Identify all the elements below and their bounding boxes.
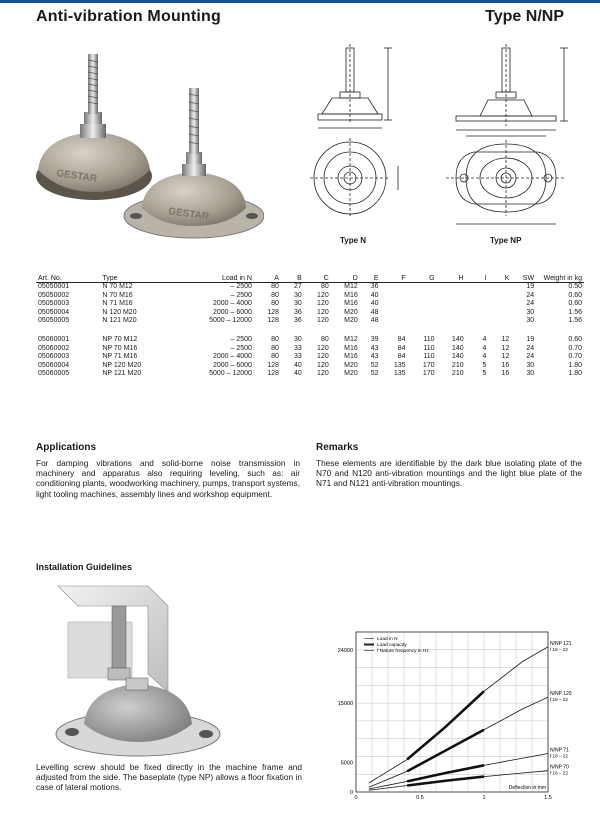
table-cell: 52 [370,361,379,369]
table-cell: 120 [317,300,329,308]
table-cell: M20 [344,370,358,378]
table-cell [408,309,437,318]
table-cell: NP 70 M12 [102,335,138,343]
table-cell: 19 [526,283,535,290]
table-cell: 16 [501,370,510,378]
x-tick-label: 0.5 [416,795,424,801]
table-cell [488,292,511,301]
table-cell: 84 [397,344,406,352]
y-tick-label: 5000 [340,760,353,767]
table-cell: 0.70 [568,344,582,352]
header-rule [0,0,600,3]
col-load: Load in N [179,258,254,283]
y-tick-label: 24000 [337,647,353,654]
table-cell: 0.50 [568,283,582,290]
col-h: H [437,258,466,283]
table-cell [408,283,437,292]
table-cell: 1.56 [568,308,582,316]
table-cell [488,283,511,292]
table-cell: 80 [271,283,279,290]
svg-text:GESTAR: GESTAR [167,206,210,223]
col-sw: SW [511,258,536,283]
table-cell: 4 [482,344,487,352]
table-header-row [36,258,584,283]
table-cell: NP 120 M20 [102,361,142,369]
table-cell: 33 [293,344,302,352]
col-e: E [360,258,381,283]
table-cell: M12 [344,283,358,290]
table-cell [466,317,489,326]
installation-illustration [38,582,260,762]
col-type: Type [100,258,179,283]
table-cell: – 2500 [230,335,252,343]
table-cell: N 121 M20 [102,317,137,325]
col-k: K [488,258,511,283]
type-n-top-view [310,138,398,218]
table-cell: 40 [370,300,379,308]
table-cell: 33 [293,353,302,361]
table-cell: N 71 M16 [102,300,133,308]
technical-drawings [296,44,596,252]
table-cell: 5 [482,361,487,369]
page-type: Type N/NP [485,8,564,25]
table-cell: 128 [267,370,279,378]
series-label: N/NP 71 [550,747,569,754]
page-title: Anti-vibration Mounting [36,8,222,25]
table-cell: M12 [344,335,358,343]
col-a: A [254,258,281,283]
col-art-no: Art. No. [36,258,100,283]
table-cell: 30 [526,361,535,369]
table-cell: 0.70 [568,353,582,361]
table-cell: 80 [271,291,279,299]
table-cell: 1.80 [568,361,582,369]
table-cell: 120 [317,344,329,352]
table-cell: 110 [423,335,435,343]
legend-entry: Load in N [377,637,398,642]
table-cell: 128 [267,317,279,325]
table-cell: 43 [370,344,379,352]
legend-entry: f Nature frequency in Hz [377,649,429,654]
table-cell [437,292,466,301]
table-cell: 120 [317,353,329,361]
table-cell: – 2500 [230,283,252,290]
table-row [36,309,584,318]
table-cell: M16 [344,353,358,361]
table-cell: 05060003 [38,353,70,361]
table-cell: 1.80 [568,370,582,378]
table-cell [408,292,437,301]
table-cell: 05060005 [38,370,70,378]
table-cell [488,309,511,318]
table-cell: 05050001 [38,283,70,290]
table-cell: 30 [293,335,302,343]
table-cell [466,300,489,309]
y-tick-label: 0 [349,790,353,796]
table-cell [381,317,408,326]
gap-cell [36,326,584,336]
table-cell [437,300,466,309]
type-np-top-view [446,140,566,224]
table-cell: 12 [501,335,510,343]
table-cell: 05050005 [38,317,70,325]
table-cell: 2000 – 6000 [213,361,252,369]
table-cell: 128 [267,308,279,316]
table-cell: 110 [423,353,435,361]
table-cell: 24 [526,344,535,352]
table-cell: NP 121 M20 [102,370,142,378]
table-cell: 30 [293,291,302,299]
table-row [36,345,584,354]
series-sublabel: f 18 – 22 [550,646,568,652]
series-label: N/NP 120 [550,691,572,698]
table-cell: 80 [271,353,279,361]
table-cell: 140 [451,344,464,352]
table-cell [466,309,489,318]
table-cell: 5000 – 12000 [209,370,252,378]
table-row [36,283,584,292]
table-cell: 170 [422,370,435,378]
table-cell: 30 [293,300,302,308]
applications-heading: Applications [36,442,97,453]
col-c: C [304,258,331,283]
table-cell: 24 [526,300,535,308]
table-cell: NP 70 M16 [102,344,138,352]
table-cell: – 2500 [230,291,252,299]
table-cell: 120 [317,308,329,316]
table-cell: M16 [344,344,358,352]
table-row [36,317,584,326]
table-cell: 4 [482,335,487,343]
table-cell: 80 [271,344,279,352]
table-cell: 120 [317,370,329,378]
series-sublabel: f 18 – 22 [550,770,568,776]
table-cell: 170 [422,361,435,369]
table-cell: 36 [293,317,302,325]
table-cell: M20 [344,308,358,316]
table-cell: 80 [271,335,279,343]
table-cell [381,300,408,309]
col-weight: Weight in kg [536,258,584,283]
col-b: B [281,258,304,283]
table-cell: 2000 – 4000 [213,353,252,361]
caption-type-np: Type NP [490,236,522,245]
table-cell: 12 [501,344,510,352]
table-cell: 80 [271,300,279,308]
table-cell: N 120 M20 [102,308,137,316]
table-cell: 30 [526,370,535,378]
table-cell: 210 [451,361,464,369]
table-cell [466,283,489,292]
remarks-heading: Remarks [316,442,359,453]
table-cell: 12 [501,353,510,361]
table-cell: 05060004 [38,361,70,369]
table-cell: 5000 – 12000 [209,317,252,325]
table-row [36,292,584,301]
x-axis-label: Deflection in mm [508,785,546,791]
table-cell: 2000 – 4000 [213,300,252,308]
caption-type-n: Type N [340,236,367,245]
table-cell: 05050002 [38,291,70,299]
table-cell: M20 [344,317,358,325]
table-row [36,353,584,362]
series-label: N/NP 121 [550,640,572,647]
y-tick-label: 15000 [337,701,353,708]
col-g: G [408,258,437,283]
table-cell: 84 [397,335,406,343]
table-cell: 1.56 [568,317,582,325]
table-cell: 0.60 [568,291,582,299]
col-f: F [381,258,408,283]
table-cell: 52 [370,370,379,378]
table-cell: N 70 M16 [102,291,133,299]
x-tick-label: 0 [354,795,358,801]
table-cell: 48 [370,317,379,325]
svg-text:GESTAR: GESTAR [55,168,98,185]
table-cell: 27 [293,283,302,290]
table-cell: 2000 – 6000 [213,308,252,316]
table-cell: 05050004 [38,308,70,316]
table-cell [381,309,408,318]
table-cell: 19 [526,335,535,343]
table-cell: M16 [344,291,358,299]
table-cell: 4 [482,353,487,361]
table-cell: 110 [423,344,435,352]
table-cell: M20 [344,361,358,369]
table-cell: 0.60 [568,300,582,308]
table-cell: 24 [526,291,535,299]
table-cell: 43 [370,353,379,361]
table-cell: 140 [451,335,464,343]
col-d: D [331,258,360,283]
table-cell: 16 [501,361,510,369]
table-cell: 135 [393,370,406,378]
table-cell: 48 [370,308,379,316]
table-cell [437,283,466,292]
table-cell: 80 [320,335,329,343]
table-cell: – 2500 [230,344,252,352]
table-group-gap [36,326,584,336]
table-cell: 40 [293,370,302,378]
table-cell: 24 [526,353,535,361]
table-cell: 40 [293,361,302,369]
table-cell: 80 [320,283,329,290]
table-cell [488,317,511,326]
series-label: N/NP 70 [550,764,569,771]
x-tick-label: 1.5 [544,795,552,801]
table-cell: 30 [526,308,535,316]
col-i: I [466,258,489,283]
type-np-side-view [456,44,568,136]
table-cell: 36 [293,308,302,316]
installation-heading: Installation Guidelines [36,562,133,572]
table-row [36,370,584,379]
table-cell [437,309,466,318]
series-sublabel: f 18 – 22 [550,753,568,759]
table-cell: 140 [451,353,464,361]
table-cell [381,292,408,301]
table-cell: 40 [370,291,379,299]
x-tick-label: 1 [482,795,486,801]
product-photo [32,48,264,248]
table-cell [488,300,511,309]
table-cell: 36 [370,283,379,290]
table-cell: 0.60 [568,335,582,343]
table-cell: N 70 M12 [102,283,133,290]
legend-entry: Load capacity [377,643,407,648]
installation-text: Levelling screw should be fixed directly in the machine frame and adjusted from the side. The baseplate (type NP) allows a floor fixation in case of lateral motions. [36,762,302,793]
table-cell [466,292,489,301]
table-cell [408,317,437,326]
table-cell: 5 [482,370,487,378]
table-cell: 30 [526,317,535,325]
table-cell: 05060002 [38,344,70,352]
table-cell [437,317,466,326]
remarks-text: These elements are identifiable by the dark blue isolating plate of the N70 and N120 anti-vibration mountings and the light blue plate of the N71 and N121 anti-vibration mountings. [316,458,582,489]
table-cell: 05060001 [38,335,70,343]
table-row [36,362,584,371]
table-cell: 120 [317,361,329,369]
table-cell: M16 [344,300,358,308]
series-sublabel: f 18 – 22 [550,697,568,703]
table-cell: NP 71 M16 [102,353,138,361]
table-cell: 84 [397,353,406,361]
table-cell: 135 [393,361,406,369]
table-cell [408,300,437,309]
table-cell: 120 [317,317,329,325]
table-cell: 39 [370,335,379,343]
table-cell: 128 [267,361,279,369]
table-row [36,300,584,309]
load-deflection-chart [316,626,586,806]
table-cell: 120 [317,291,329,299]
table-cell: 210 [451,370,464,378]
spec-table [36,258,584,379]
table-cell [381,283,408,292]
mount-n-photo [36,54,152,200]
applications-text: For damping vibrations and solid-borne noise transmission in machinery and apparatus also requiring leveling, such as: air conditioning plants, woodworking machinery, pumps, transport systems, light tooling machines, assembly lines and workshop equipment. [36,458,300,499]
type-n-side-view [318,44,392,128]
table-row [36,336,584,345]
table-cell: 05050003 [38,300,70,308]
